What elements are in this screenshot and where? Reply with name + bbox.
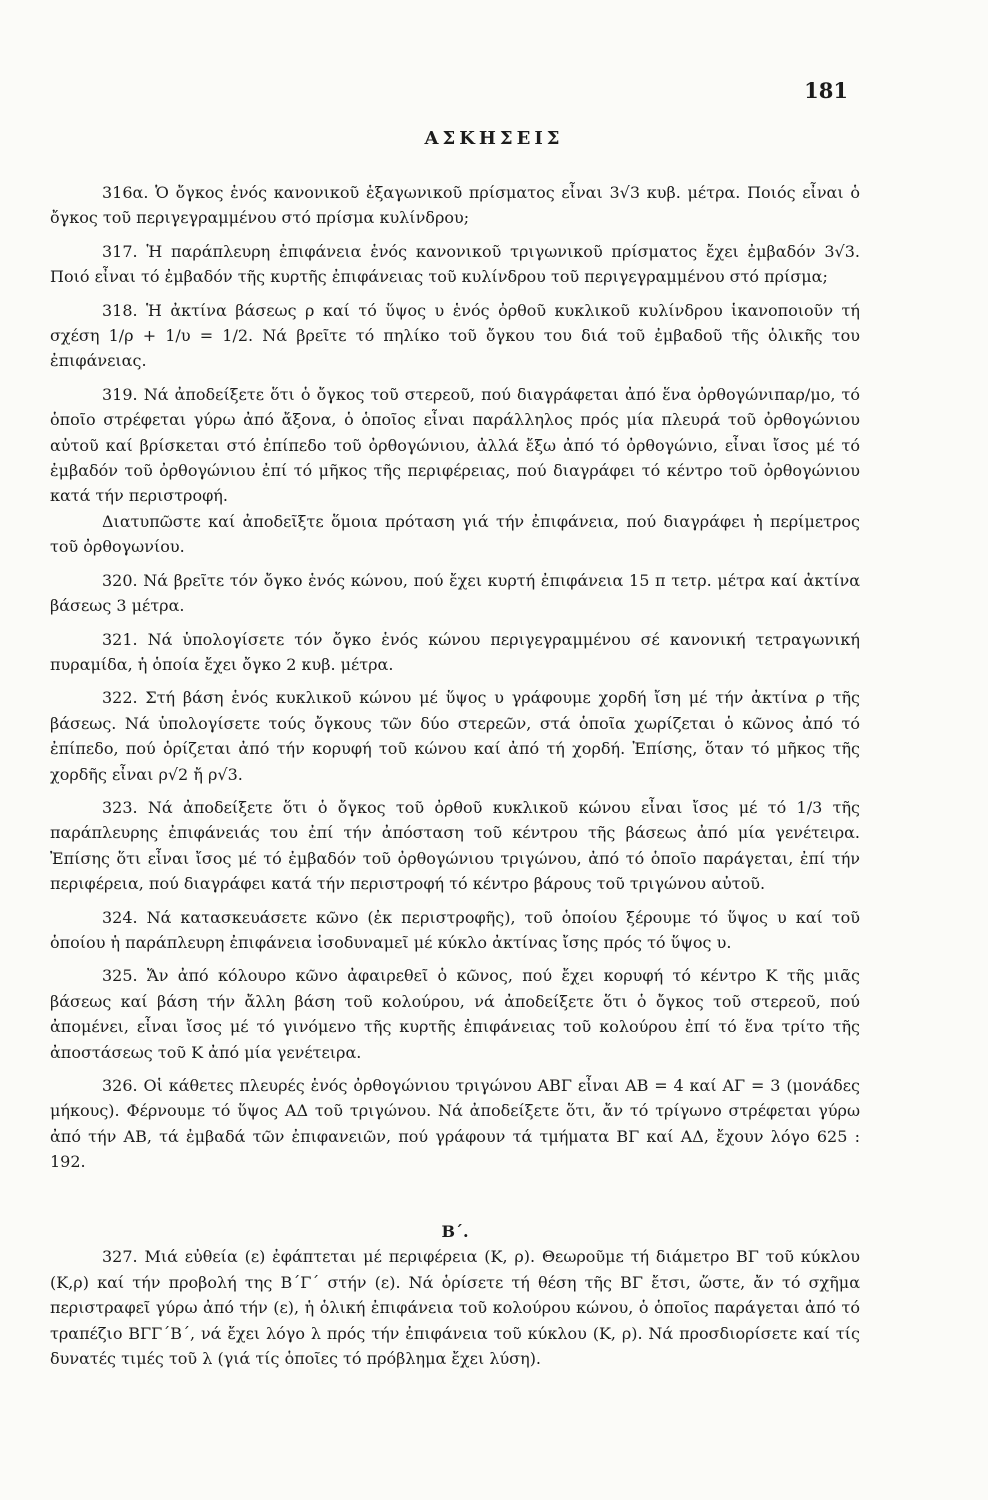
exercise-318: 318. Ἡ ἀκτίνα βάσεως ρ καί τό ὕψος υ ἑνός ὀρθοῦ κυκλικοῦ κυλίνδρου ἱκανοποιοῦν τή σχέση 1/ρ + 1/υ = 1/2. Νά βρεῖτε τό πηλίκο τοῦ ὄγκου του διά τοῦ ἐμβαδοῦ τῆς ὁλικῆς του ἐπιφάνειας.: [50, 300, 860, 371]
exercise-319: 319. Νά ἀποδείξετε ὅτι ὁ ὄγκος τοῦ στερεοῦ, πού διαγράφεται ἀπό ἕνα ὀρθογώνιπαρ/μο, τό ὁποῖο στρέφεται γύρω ἀπό ἄξονα, ὁ ὁποῖος εἶναι παράλληλος πρός μία πλευρά τοῦ ὀρθογώνιου αὐτοῦ καί βρίσκεται στό ἐπίπεδο τοῦ ὀρθογώνιου, ἀλλά ἔξω ἀπό τό ὀρθογώνιο, εἶναι ἴσος μέ τό ἐμβαδόν τοῦ ὀρθογώνιου ἐπί τό μῆκος τῆς περιφέρειας, πού διαγράφει τό κέντρο τοῦ ὀρθογώνιου κατά τήν περιστροφή.: [50, 384, 860, 506]
section-b-heading: Β΄.: [441, 1222, 469, 1241]
exercise-317: 317. Ἡ παράπλευρη ἐπιφάνεια ἑνός κανονικοῦ τριγωνικοῦ πρίσματος ἔχει ἐμβαδόν 3√3. Ποιό εἶναι τό ἐμβαδόν τῆς κυρτῆς ἐπιφάνειας τοῦ κυλίνδρου τοῦ περιγεγραμμένου στό πρίσμα;: [50, 241, 860, 287]
exercise-321: 321. Νά ὑπολογίσετε τόν ὄγκο ἑνός κώνου περιγεγραμμένου σέ κανονική τετραγωνική πυραμίδα, ἡ ὁποία ἔχει ὄγκο 2 κυβ. μέτρα.: [50, 629, 860, 674]
exercise-320: 320. Νά βρεῖτε τόν ὄγκο ἑνός κώνου, πού ἔχει κυρτή ἐπιφάνεια 15 π τετρ. μέτρα καί ἀκτίνα βάσεως 3 μέτρα.: [50, 570, 860, 616]
exercise-list-a: [50, 180, 860, 1175]
exercise-324: 324. Νά κατασκευάσετε κῶνο (ἐκ περιστροφῆς), τοῦ ὁποίου ξέρουμε τό ὕψος υ καί τοῦ ὁποίου ἡ παράπλευρη ἐπιφάνεια ἰσοδυναμεῖ μέ κύκλο ἀκτίνας ἴσης πρός τό ὕψος υ.: [50, 907, 860, 952]
exercise-326: 326. Οἱ κάθετες πλευρές ἑνός ὀρθογώνιου τριγώνου ΑΒΓ εἶναι ΑΒ = 4 καί ΑΓ = 3 (μονάδες μήκους). Φέρνουμε τό ὕψος ΑΔ τοῦ τριγώνου. Νά ἀποδείξετε ὅτι, ἄν τό τρίγωνο στρέφεται γύρω ἀπό τήν ΑΒ, τά ἐμβαδά τῶν ἐπιφανειῶν, πού γράφουν τά τμήματα ΒΓ καί ΑΔ, ἔχουν λόγο 625 : 192.: [50, 1076, 860, 1172]
exercise-316a: 316α. Ὁ ὄγκος ἑνός κανονικοῦ ἑξαγωνικοῦ πρίσματος εἶναι 3√3 κυβ. μέτρα. Ποιός εἶναι ὁ ὄγκος τοῦ περιγεγραμμένου στό πρίσμα κυλίνδρου;: [50, 183, 860, 228]
section-heading: ΑΣΚΗΣΕΙΣ: [424, 128, 564, 149]
exercise-list-b: [50, 1219, 860, 1371]
exercise-319-note: Διατυπῶστε καί ἀποδεῖξτε ὅμοια πρόταση γιά τήν ἐπιφάνεια, πού διαγράφει ἡ περίμετρος τοῦ ὀρθογωνίου.: [50, 511, 860, 557]
page-number: 181: [804, 78, 848, 103]
exercise-323: 323. Νά ἀποδείξετε ὅτι ὁ ὄγκος τοῦ ὀρθοῦ κυκλικοῦ κώνου εἶναι ἴσος μέ τό 1/3 τῆς παράπλευρης ἐπιφάνειάς του ἐπί τήν ἀπόσταση τοῦ κέντρου τῆς βάσεως ἀπό μία γενέτειρα. Ἐπίσης ὅτι εἶναι ἴσος μέ τό ἐμβαδόν τοῦ ὀρθογώνιου τριγώνου, ἀπό τό ὁποῖο παράγεται, ἐπί τήν περιφέρεια, πού διαγράφει κατά τήν περιστροφή τό κέντρο βάρους τοῦ τριγώνου αὐτοῦ.: [50, 797, 860, 894]
exercise-325: 325. Ἄν ἀπό κόλουρο κῶνο ἀφαιρεθεῖ ὁ κῶνος, πού ἔχει κορυφή τό κέντρο Κ τῆς μιᾶς βάσεως καί βάση τήν ἄλλη βάση τοῦ κολούρου, νά ἀποδείξετε ὅτι ὁ ὄγκος τοῦ στερεοῦ, πού ἀπομένει, εἶναι ἴσος μέ τό γινόμενο τῆς κυρτῆς ἐπιφάνειας τοῦ κολούρου ἐπί τό ἕνα τρίτο τῆς ἀποστάσεως τοῦ Κ ἀπό μία γενέτειρα.: [50, 966, 860, 1062]
exercise-327: 327. Μιά εὐθεία (ε) ἐφάπτεται μέ περιφέρεια (Κ, ρ). Θεωροῦμε τή διάμετρο ΒΓ τοῦ κύκλου (Κ,ρ) καί τήν προβολή της Β΄Γ΄ στήν (ε). Νά ὁρίσετε τή θέση τῆς ΒΓ ἔτσι, ὥστε, ἄν τό σχῆμα περιστραφεῖ γύρω ἀπό τήν (ε), ἡ ὁλική ἐπιφάνεια τοῦ κολούρου κώνου, ὁ ὁποῖος παράγεται ἀπό τό τραπέζιο ΒΓΓ΄Β΄, νά ἔχει λόγο λ πρός τήν ἐπιφάνεια τοῦ κύκλου (Κ, ρ). Νά προσδιορίσετε καί τίς δυνατές τιμές τοῦ λ (γιά τίς ὁποῖες τό πρόβλημα ἔχει λύση).: [50, 1247, 860, 1369]
exercise-322: 322. Στή βάση ἑνός κυκλικοῦ κώνου μέ ὕψος υ γράφουμε χορδή ἴση μέ τήν ἀκτίνα ρ τῆς βάσεως. Νά ὑπολογίσετε τούς ὄγκους τῶν δύο στερεῶν, στά ὁποῖα χωρίζεται ὁ κῶνος ἀπό τό ἐπίπεδο, πού ὁρίζεται ἀπό τήν κορυφή τοῦ κώνου καί ἀπό τή χορδή. Ἐπίσης, ὅταν τό μῆκος τῆς χορδῆς εἶναι ρ√2 ἤ ρ√3.: [50, 688, 860, 784]
